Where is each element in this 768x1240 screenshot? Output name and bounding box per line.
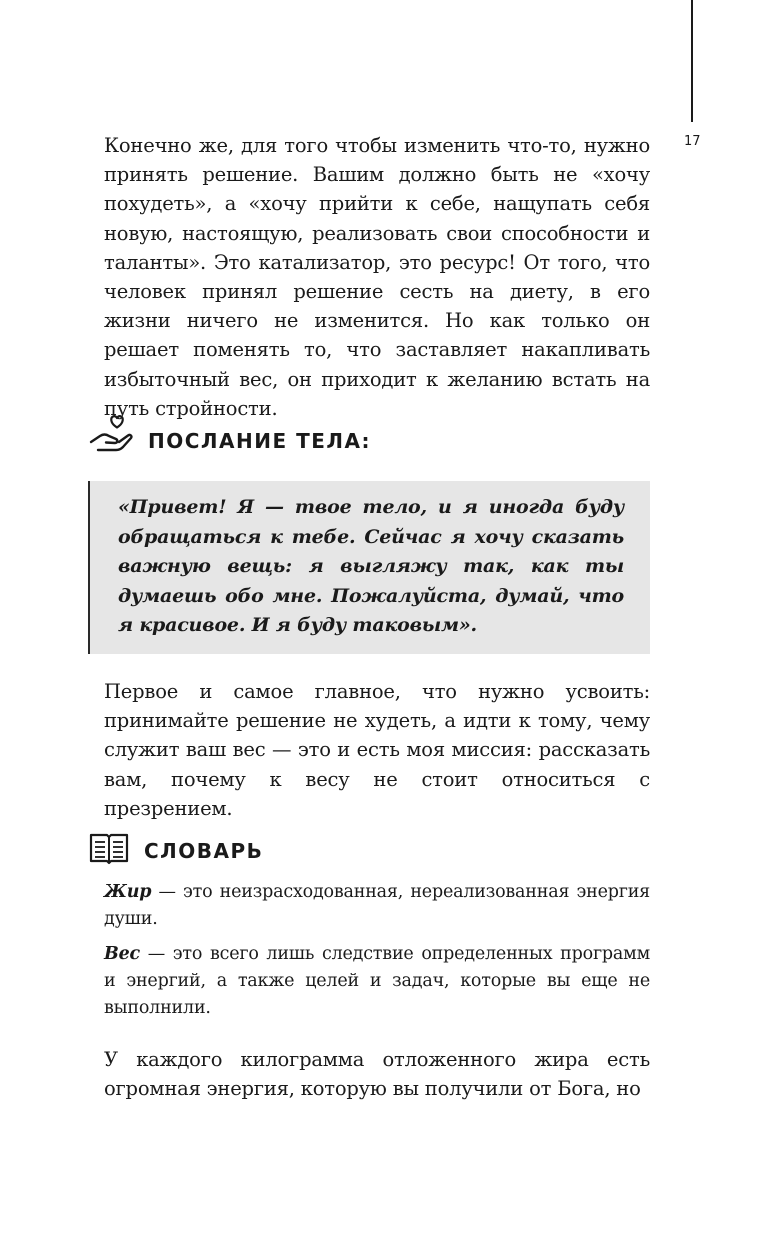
dictionary-definition: — это неизрасходованная, нереализованная энергия души. xyxy=(104,882,650,929)
dictionary-entry-weight xyxy=(104,941,650,1022)
dictionary-heading xyxy=(88,832,263,870)
paragraph-intro: Конечно же, для того чтобы изменить что-то, нужно принять решение. Вашим должно быть не «хочу похудеть», а «хочу прийти к себе, нащупать себя новую, настоящую, реализовать свои способности и таланты». Это катализатор, это ресурс! От того, что человек принял решение сесть на диету, в его жизни ничего не изменится. Но как только он решает поменять то, что заставляет накапливать избыточный вес, он приходит к желанию встать на путь стройности. xyxy=(104,134,650,420)
dictionary-term: Жир xyxy=(104,882,152,902)
body-message-quote-box xyxy=(88,481,650,654)
heart-hand-icon xyxy=(88,412,134,458)
dictionary-entry-fat xyxy=(104,879,650,933)
body-message-title: ПОСЛАНИЕ ТЕЛА: xyxy=(148,429,372,453)
paragraph-closing: У каждого килограмма отложенного жира есть огромная энергия, которую вы получили от Бога, но xyxy=(104,1048,650,1101)
page-number: 17 xyxy=(684,134,701,149)
top-margin-rule xyxy=(691,0,693,122)
dictionary-title: СЛОВАРЬ xyxy=(144,839,264,863)
open-book-icon xyxy=(88,832,130,870)
dictionary-definition: — это всего лишь следствие определенных программ и энергий, а также целей и задач, которые вы еще не выполнили. xyxy=(104,944,650,1018)
body-message-heading xyxy=(88,412,371,458)
body-message-quote: «Привет! Я — твое тело, и я иногда буду обращаться к тебе. Сейчас я хочу сказать важную вещь: я выгляжу так, как ты думаешь обо мне. Пожалуйста, думай, что я красивое. И я буду таковым». xyxy=(118,496,624,636)
paragraph-main-point: Первое и самое главное, что нужно усвоить: принимайте решение не худеть, а идти к тому, чему служит ваш вес — это и есть моя миссия: рассказать вам, почему к весу не стоит относиться с презрением. xyxy=(104,680,650,820)
dictionary-term: Вес xyxy=(104,944,140,964)
